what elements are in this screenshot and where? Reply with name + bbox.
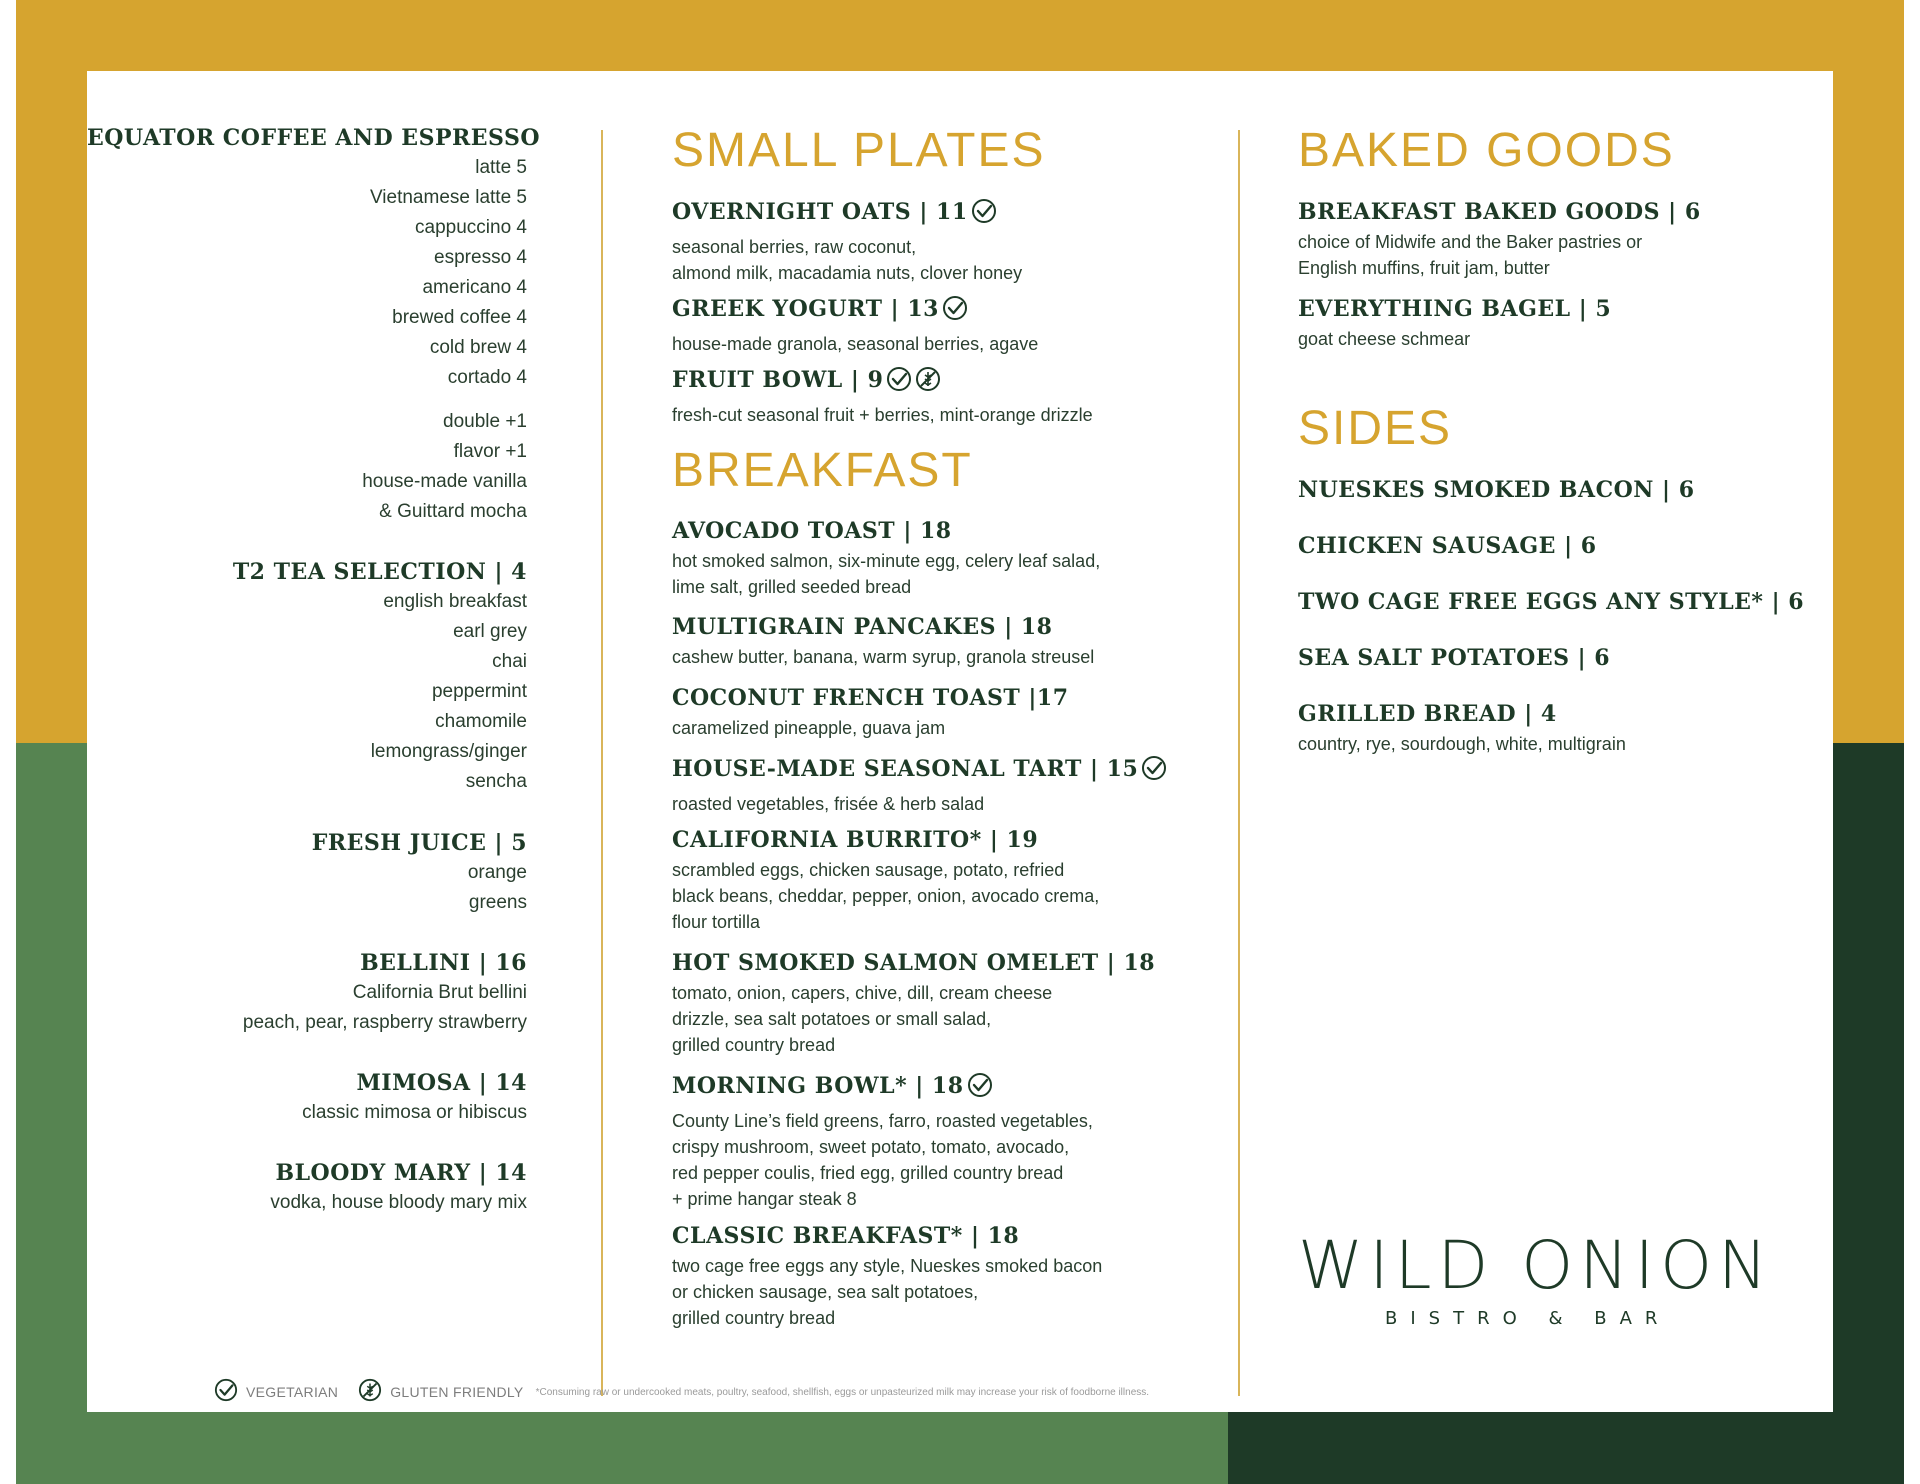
coffee-item: espresso 4 bbox=[434, 247, 527, 268]
menu-item bbox=[672, 683, 1192, 741]
juice-section bbox=[87, 828, 527, 918]
coffee-extra: house-made vanilla bbox=[362, 471, 527, 492]
menu-item bbox=[1298, 587, 1818, 617]
menu-item bbox=[1298, 531, 1818, 561]
item-name: MORNING BOWL* | 18 bbox=[672, 1073, 964, 1099]
coffee-extra: double +1 bbox=[443, 411, 527, 432]
menu-item bbox=[1298, 197, 1818, 281]
vegetarian-icon bbox=[967, 1072, 993, 1106]
tea-item: sencha bbox=[465, 771, 527, 792]
bellini-section bbox=[87, 948, 527, 1038]
menu-item bbox=[672, 754, 1192, 817]
coffee-extra: flavor +1 bbox=[453, 441, 527, 462]
tea-item: earl grey bbox=[453, 621, 527, 642]
coffee-item: latte 5 bbox=[475, 157, 527, 178]
sides-title: SIDES bbox=[1298, 402, 1453, 455]
menu-item bbox=[1298, 294, 1818, 352]
item-description: country, rye, sourdough, white, multigrain bbox=[1298, 734, 1626, 754]
item-description: County Line’s field greens, farro, roasted vegetables, crispy mushroom, sweet potato, tomato, avocado, red pepper coulis, fried egg, grilled country bread + prime hangar steak 8 bbox=[672, 1111, 1093, 1209]
item-description: seasonal berries, raw coconut, almond milk, macadamia nuts, clover honey bbox=[672, 237, 1023, 283]
coffee-title: EQUATOR COFFEE AND ESPRESSO bbox=[87, 125, 541, 151]
item-description: choice of Midwife and the Baker pastries or English muffins, fruit jam, butter bbox=[1298, 232, 1643, 278]
item-description: goat cheese schmear bbox=[1298, 329, 1471, 349]
legend-gluten-label: GLUTEN FRIENDLY bbox=[390, 1384, 524, 1400]
item-name: COCONUT FRENCH TOAST |17 bbox=[672, 685, 1069, 711]
mimosa-item: classic mimosa or hibiscus bbox=[302, 1102, 527, 1123]
item-description: caramelized pineapple, guava jam bbox=[672, 718, 946, 738]
juice-item: orange bbox=[467, 862, 527, 883]
item-description: two cage free eggs any style, Nueskes smoked bacon or chicken sausage, sea salt potatoes, grilled country bread bbox=[672, 1256, 1103, 1328]
menu-item bbox=[672, 825, 1192, 935]
coffee-extra: & Guittard mocha bbox=[379, 501, 527, 522]
item-name: AVOCADO TOAST | 18 bbox=[672, 518, 952, 544]
item-name: FRUIT BOWL | 9 bbox=[672, 367, 884, 393]
bellini-item: California Brut bellini bbox=[352, 982, 527, 1003]
coffee-section bbox=[87, 123, 541, 527]
item-name: CALIFORNIA BURRITO* | 19 bbox=[672, 827, 1039, 853]
item-description: house-made granola, seasonal berries, agave bbox=[672, 334, 1039, 354]
coffee-item: americano 4 bbox=[422, 277, 527, 298]
tea-item: lemongrass/ginger bbox=[370, 741, 527, 762]
column-divider bbox=[1238, 130, 1240, 1396]
tea-item: chamomile bbox=[435, 711, 527, 732]
brand-logo-name: WILD ONION bbox=[1298, 1227, 1774, 1304]
vegetarian-icon bbox=[214, 1378, 238, 1407]
item-name: CHICKEN SAUSAGE | 6 bbox=[1298, 533, 1597, 559]
tea-item: english breakfast bbox=[383, 591, 527, 612]
item-name: EVERYTHING BAGEL | 5 bbox=[1298, 296, 1612, 322]
item-description: roasted vegetables, frisée & herb salad bbox=[672, 794, 985, 814]
vegetarian-icon bbox=[886, 366, 912, 400]
bellini-title: BELLINI | 16 bbox=[360, 950, 527, 976]
legend-vegetarian-label: VEGETARIAN bbox=[246, 1384, 339, 1400]
menu-item bbox=[1298, 643, 1818, 673]
mimosa-title: MIMOSA | 14 bbox=[356, 1070, 527, 1096]
coffee-item: brewed coffee 4 bbox=[392, 307, 527, 328]
vegetarian-icon bbox=[1141, 755, 1167, 789]
coffee-item: cold brew 4 bbox=[429, 337, 527, 358]
bloody-mary-title: BLOODY MARY | 14 bbox=[275, 1160, 527, 1186]
column-divider bbox=[601, 130, 603, 1396]
bellini-item: peach, pear, raspberry strawberry bbox=[242, 1012, 527, 1033]
tea-section bbox=[87, 557, 527, 797]
small-plates-title: SMALL PLATES bbox=[672, 124, 1046, 177]
tea-title: T2 TEA SELECTION | 4 bbox=[232, 559, 527, 585]
menu-item bbox=[672, 197, 1192, 286]
juice-title: FRESH JUICE | 5 bbox=[311, 830, 527, 856]
menu-item bbox=[1298, 475, 1818, 505]
brand-logo-tagline: BISTRO & BAR bbox=[1385, 1308, 1671, 1329]
spacer bbox=[87, 393, 527, 407]
baked-goods-title: BAKED GOODS bbox=[1298, 124, 1675, 177]
vegetarian-icon bbox=[971, 198, 997, 232]
item-name: GRILLED BREAD | 4 bbox=[1298, 701, 1557, 727]
menu-item bbox=[672, 612, 1192, 670]
menu-item bbox=[672, 948, 1192, 1058]
item-name: NUESKES SMOKED BACON | 6 bbox=[1298, 477, 1695, 503]
menu-item bbox=[672, 294, 1192, 357]
item-name: CLASSIC BREAKFAST* | 18 bbox=[672, 1223, 1020, 1249]
tea-item: peppermint bbox=[431, 681, 527, 702]
breakfast-title: BREAKFAST bbox=[672, 444, 973, 497]
bloody-mary-item: vodka, house bloody mary mix bbox=[270, 1192, 527, 1213]
item-name: HOUSE-MADE SEASONAL TART | 15 bbox=[672, 756, 1139, 782]
item-description: tomato, onion, capers, chive, dill, cream cheese drizzle, sea salt potatoes or small salad, grilled country bread bbox=[672, 983, 1053, 1055]
coffee-item: cappuccino 4 bbox=[415, 217, 527, 238]
item-name: SEA SALT POTATOES | 6 bbox=[1298, 645, 1611, 671]
item-description: hot smoked salmon, six-minute egg, celery leaf salad, lime salt, grilled seeded bread bbox=[672, 551, 1101, 597]
item-description: scrambled eggs, chicken sausage, potato, refried black beans, cheddar, pepper, onion, avocado crema, flour tortilla bbox=[672, 860, 1100, 932]
gluten-friendly-icon bbox=[358, 1378, 382, 1407]
gluten-friendly-icon bbox=[915, 366, 941, 400]
item-description: fresh-cut seasonal fruit + berries, mint-orange drizzle bbox=[672, 405, 1093, 425]
coffee-item: cortado 4 bbox=[447, 367, 527, 388]
menu-item bbox=[672, 1071, 1192, 1212]
menu-card bbox=[87, 71, 1833, 1412]
item-name: OVERNIGHT OATS | 11 bbox=[672, 199, 968, 225]
menu-item bbox=[672, 365, 1192, 428]
item-name: HOT SMOKED SALMON OMELET | 18 bbox=[672, 950, 1156, 976]
menu-item bbox=[1298, 699, 1818, 757]
menu-item bbox=[672, 1221, 1192, 1331]
legend bbox=[211, 1377, 1149, 1407]
mimosa-section bbox=[87, 1068, 527, 1128]
item-name: MULTIGRAIN PANCAKES | 18 bbox=[672, 614, 1053, 640]
item-description: cashew butter, banana, warm syrup, granola streusel bbox=[672, 647, 1095, 667]
disclaimer: *Consuming raw or undercooked meats, poultry, seafood, shellfish, eggs or unpasteurized milk may increase your risk of foodborne illness. bbox=[535, 1386, 1150, 1398]
menu-item bbox=[672, 516, 1192, 600]
item-name: BREAKFAST BAKED GOODS | 6 bbox=[1298, 199, 1701, 225]
juice-item: greens bbox=[468, 892, 527, 913]
coffee-item: Vietnamese latte 5 bbox=[369, 187, 527, 208]
item-name: GREEK YOGURT | 13 bbox=[672, 296, 939, 322]
bloody-mary-section bbox=[87, 1158, 527, 1218]
tea-item: chai bbox=[492, 651, 527, 672]
vegetarian-icon bbox=[942, 295, 968, 329]
item-name: TWO CAGE FREE EGGS ANY STYLE* | 6 bbox=[1298, 589, 1805, 615]
